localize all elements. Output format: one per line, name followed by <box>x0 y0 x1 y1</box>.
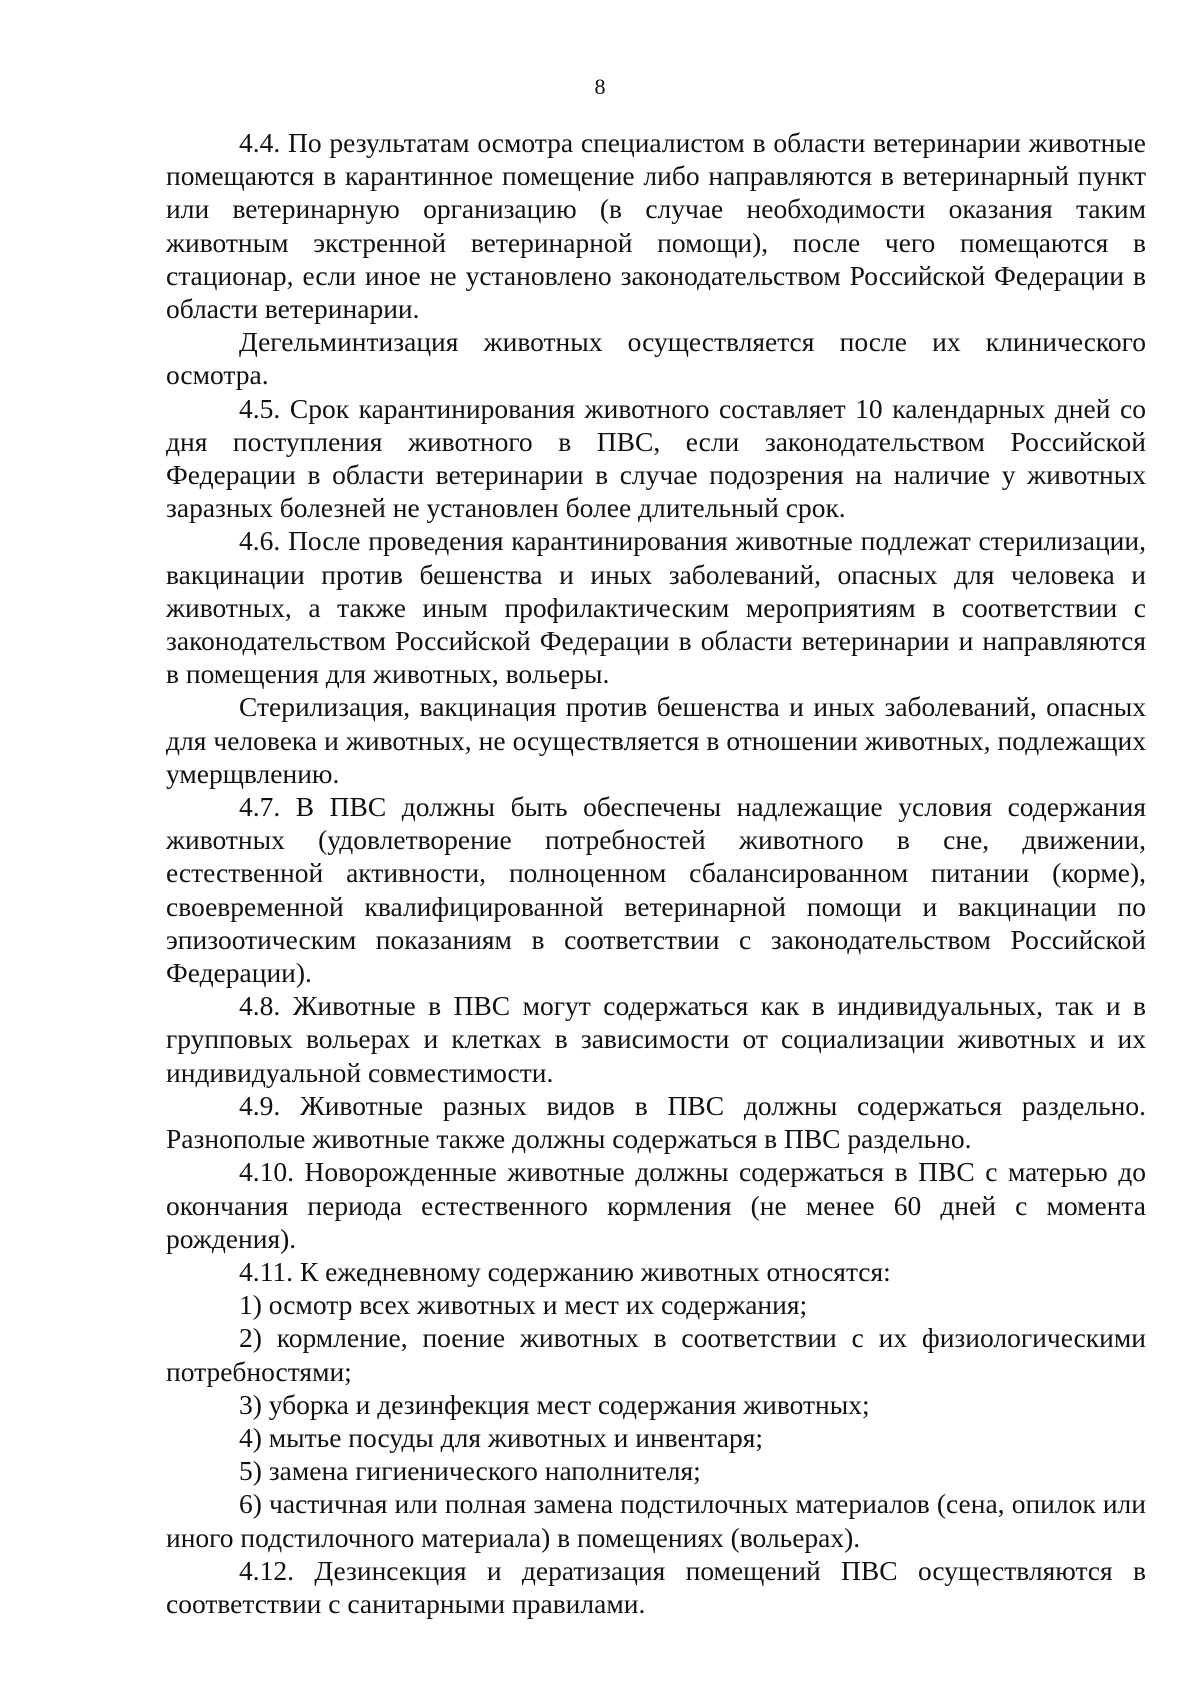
paragraph-4-10: 4.10. Новорожденные животные должны содержаться в ПВС с матерью до окончания периода естественного кормления (не менее 60 дней с момента рождения). <box>166 1156 1146 1254</box>
list-item-4: 4) мытье посуды для животных и инвентаря; <box>239 1421 764 1453</box>
list-item-6: 6) частичная или полная замена подстилочных материалов (сена, опилок или иного подстилочного материала) в помещениях (вольерах). <box>166 1488 1146 1553</box>
paragraph-sterilization: Стерилизация, вакцинация против бешенства и иных заболеваний, опасных для человека и животных, не осуществляется в отношении животных, подлежащих умерщвлению. <box>166 691 1146 789</box>
paragraph-4-11: 4.11. К ежедневному содержанию животных относятся: <box>239 1255 891 1287</box>
paragraph-4-8: 4.8. Животные в ПВС могут содержаться как в индивидуальных, так и в групповых вольерах и клетках в зависимости от социализации животных и их индивидуальной совместимости. <box>166 990 1146 1088</box>
paragraph-4-7: 4.7. В ПВС должны быть обеспечены надлежащие условия содержания животных (удовлетворение потребностей животного в сне, движении, естественной активности, полноценном сбалансированном питании (корме), своевременной квалифицированной ветеринарной помощи и вакцинации по эпизоотическим показаниям в соответствии с законодательством Российской Федерации). <box>166 791 1146 989</box>
page-number: 8 <box>594 74 606 99</box>
list-item-3: 3) уборка и дезинфекция мест содержания животных; <box>239 1388 870 1420</box>
paragraph-4-9: 4.9. Животные разных видов в ПВС должны содержаться раздельно. Разнополые животные также должны содержаться в ПВС раздельно. <box>166 1089 1146 1155</box>
paragraph-4-5: 4.5. Срок карантинирования животного составляет 10 календарных дней со дня поступления животного в ПВС, если законодательством Российской Федерации в области ветеринарии в случае подозрения на наличие у животных заразных болезней не установлен более длительный срок. <box>166 392 1146 524</box>
paragraph-4-4: 4.4. По результатам осмотра специалистом в области ветеринарии животные помещаются в карантинное помещение либо направляются в ветеринарный пункт или ветеринарную организацию (в случае необходимости оказания таким животным экстренной ветеринарной помощи), после чего помещаются в стационар, если иное не установлено законодательством Российской Федерации в области ветеринарии. <box>166 127 1146 325</box>
document-body <box>166 126 1146 1620</box>
list-item-1: 1) осмотр всех животных и мест их содержания; <box>239 1289 808 1321</box>
paragraph-4-12: 4.12. Дезинсекция и дератизация помещений ПВС осуществляются в соответствии с санитарными правилами. <box>166 1554 1146 1619</box>
list-item-5: 5) замена гигиенического наполнителя; <box>239 1455 701 1487</box>
paragraph-deworming: Дегельминтизация животных осуществляется после их клинического осмотра. <box>166 326 1146 391</box>
paragraph-4-6: 4.6. После проведения карантинирования животные подлежат стерилизации, вакцинации против бешенства и иных заболеваний, опасных для человека и животных, а также иным профилактическим мероприятиям в соответствии с законодательством Российской Федерации в области ветеринарии и направляются в помещения для животных, вольеры. <box>166 525 1146 690</box>
list-item-2: 2) кормление, поение животных в соответствии с их физиологическими потребностями; <box>166 1322 1146 1387</box>
